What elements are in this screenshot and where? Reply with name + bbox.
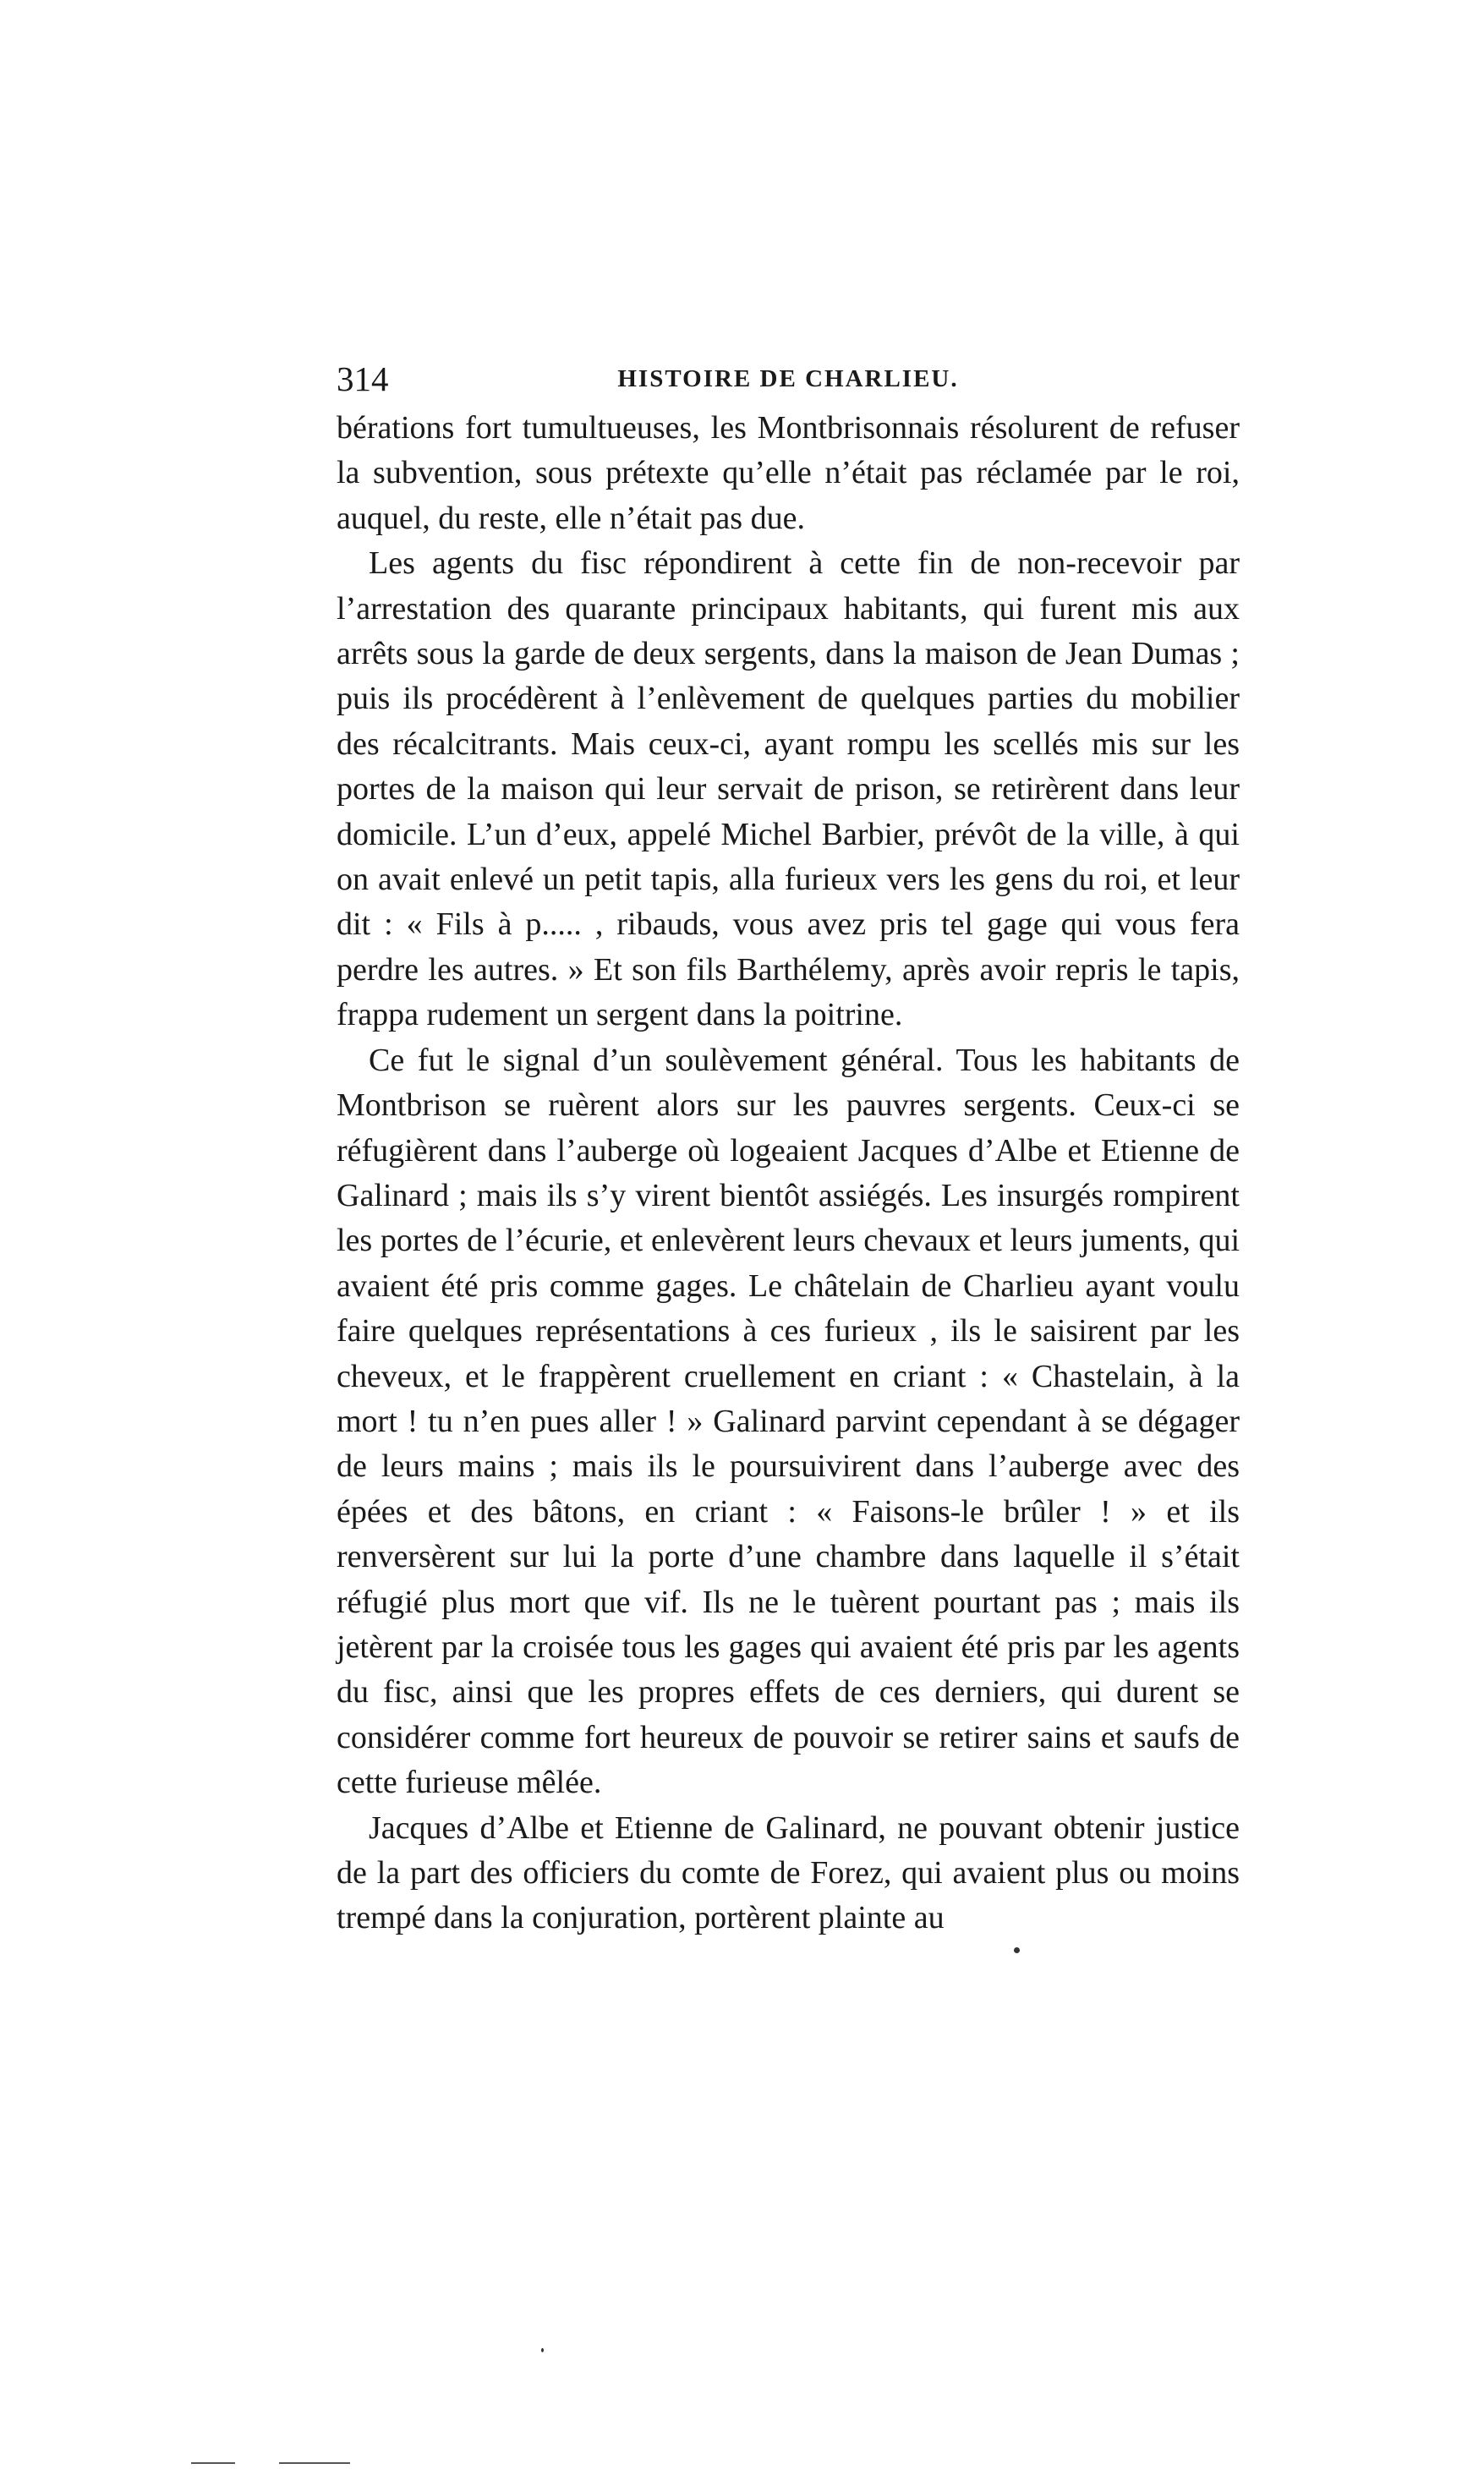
ink-speck [1014, 1947, 1020, 1953]
running-head [337, 355, 1240, 402]
running-title: HISTOIRE DE CHARLIEU. [617, 365, 959, 392]
page-number: 314 [337, 359, 389, 398]
edge-mark [279, 2462, 350, 2464]
paragraph-uprising: Ce fut le signal d’un soulèvement général. Tous les habitants de Montbrison se ruèrent alors sur les pauvres sergents. Ceux-ci se réfugièrent dans l’auberge où logeaient Jacques d’Albe et Etienne de Galinard ; mais ils s’y virent bientôt assiégés. Les insurgés rompirent les portes de l’écurie, et enlevèrent leurs chevaux et leurs juments, qui avaient été pris comme gages. Le châtelain de Charlieu ayant voulu faire quelques représentations à ces furieux , ils le saisirent par les cheveux, et le frappèrent cruellement en criant : « Chastelain, à la mort ! tu n’en pues aller ! » Galinard parvint cependant à se dégager de leurs mains ; mais ils le poursuivirent dans l’auberge avec des épées et des bâtons, en criant : « Faisons-le brûler ! » et ils renversèrent sur lui la porte d’une chambre dans laquelle il s’était réfugié plus mort que vif. Ils ne le tuèrent pourtant pas ; mais ils jetèrent par la croisée tous les gages qui avaient été pris par les agents du fisc, ainsi que les propres effets de ces derniers, qui durent se considérer comme fort heureux de pouvoir se retirer sains et saufs de cette furieuse mêlée. [337, 1042, 1240, 1801]
ink-speck [541, 2348, 544, 2352]
paragraph-arrest: Les agents du fisc répondirent à cette fin de non-recevoir par l’arrestation des quarante principaux habitants, qui furent mis aux arrêts sous la garde de deux sergents, dans la maison de Jean Dumas ; puis ils procédèrent à l’enlèvement de quelques parties du mobilier des récalcitrants. Mais ceux-ci, ayant rompu les scellés mis sur les portes de la maison qui leur servait de prison, se retirèrent dans leur domicile. L’un d’eux, appelé Michel Barbier, prévôt de la ville, à qui on avait enlevé un petit tapis, alla furieux vers les gens du roi, et leur dit : « Fils à p..... , ribauds, vous avez pris tel gage qui vous fera perdre les autres. » Et son fils Barthélemy, après avoir repris le tapis, frappa rudement un sergent dans la poitrine. [337, 545, 1240, 1033]
paragraph-complaint: Jacques d’Albe et Etienne de Galinard, ne pouvant obtenir justice de la part des officiers du comte de Forez, qui avaient plus ou moins trempé dans la conjuration, portèrent plainte au [337, 1809, 1240, 1936]
paragraph-continuation: bérations fort tumultueuses, les Montbrisonnais résolurent de refuser la subvention, sous prétexte qu’elle n’était pas réclamée par le roi, auquel, du reste, elle n’était pas due. [337, 410, 1240, 536]
body-text [337, 406, 1240, 1941]
edge-mark [191, 2462, 235, 2464]
